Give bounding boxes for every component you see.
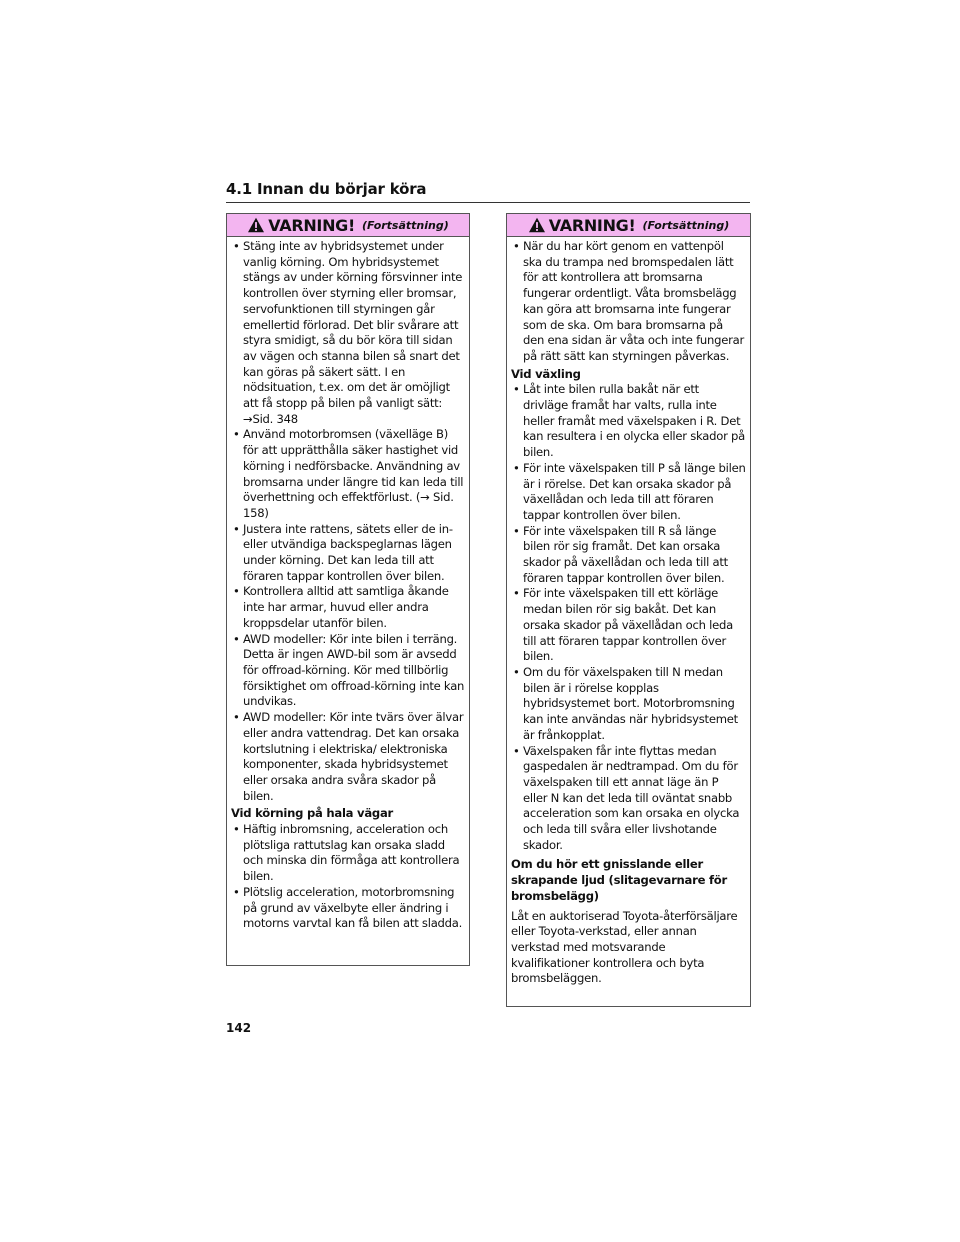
list-item: • AWD modeller: Kör inte bilen i terräng. Detta är ingen AWD-bil som är avsedd för offroad-körning. Kör med tillbörlig försiktighet om offroad-körning inte kan undvikas. (231, 632, 465, 711)
warning-triangle-icon (528, 217, 546, 233)
sub-heading: Om du hör ett gnisslande eller skrapande ljud (slitagevarnare för bromsbelägg) (511, 857, 727, 903)
continuation-label: (Fortsättning) (642, 218, 730, 232)
bullet-list (231, 239, 465, 804)
warning-body (227, 237, 469, 932)
bullet-list (511, 239, 746, 365)
list-item: • Använd motorbromsen (växelläge B) för att upprätthålla säker hastighet vid körning i nedförsbacke. Användning av bromsarna under längre tid kan leda till överhettning och effektförlust. (→ Sid. 158) (231, 427, 465, 521)
list-item: • För inte växelspaken till P så länge bilen är i rörelse. Det kan orsaka skador på växellådan och leda till att föraren tappar kontrollen över bilen. (511, 461, 746, 524)
list-item: • Justera inte rattens, sätets eller de in- eller utvändiga backspeglarnas lägen under körning. Det kan leda till att föraren tappar kontrollen över bilen. (231, 522, 465, 585)
warning-header (507, 214, 750, 237)
warning-label: VARNING! (548, 215, 636, 235)
list-item: • Låt inte bilen rulla bakåt när ett drivläge framåt har valts, rulla inte heller framåt med växelspaken i R. Det kan resultera i en olycka eller skador på bilen. (511, 382, 746, 461)
bullet-list (231, 822, 465, 932)
list-item: • När du har kört genom en vattenpöl ska du trampa ned bromspedalen lätt för att kontrollera att bromsarna fungerar ordentligt. Våta bromsbelägg kan göra att bromsarna inte fungerar som de ska. Om bara bromsarna på den ena sidan är våta och inte fungerar på rätt sätt kan styrningen påverkas. (511, 239, 746, 365)
warning-triangle-icon (247, 217, 265, 233)
sub-heading: Vid körning på hala vägar (231, 806, 394, 821)
list-item: • Häftig inbromsning, acceleration och plötsliga rattutslag kan orsaka sladd och minska din förmåga att kontrollera bilen. (231, 822, 465, 885)
list-item: • Kontrollera alltid att samtliga åkande inte har armar, huvud eller andra kroppsdelar utanför bilen. (231, 584, 465, 631)
warning-header (227, 214, 469, 237)
bullet-list (511, 382, 746, 853)
list-item: • För inte växelspaken till ett körläge medan bilen rör sig bakåt. Det kan orsaka skador på växellådan och leda till att föraren tappar kontrollen över bilen. (511, 586, 746, 665)
warning-label: VARNING! (268, 215, 355, 235)
continuation-label: (Fortsättning) (362, 218, 449, 232)
list-item: • Växelspaken får inte flyttas medan gaspedalen är nedtrampad. Om du för växelspaken till ett annat läge än P eller N kan det leda till oväntat snabb acceleration som kan orsaka en olycka och leda till svåra eller livshotande skador. (511, 744, 746, 854)
list-item: • AWD modeller: Kör inte tvärs över älvar eller andra vattendrag. Det kan orsaka kortslutning i elektriska/ elektroniska komponenter, skada hybridsystemet eller orsaka andra svåra skador på bilen. (231, 710, 465, 804)
warning-box-left (226, 213, 470, 966)
section-title: 4.1 Innan du börjar köra (226, 180, 750, 203)
list-item: • Om du för växelspaken till N medan bilen är i rörelse kopplas hybridsystemet bort. Motorbromsning kan inte användas när hybridsystemet är frånkopplat. (511, 665, 746, 744)
paragraph: Låt en auktoriserad Toyota-återförsäljare eller Toyota-verkstad, eller annan verkstad med motsvarande kvalifikationer kontrollera och byta bromsbeläggen. (511, 908, 738, 986)
list-item: • För inte växelspaken till R så länge bilen rör sig framåt. Det kan orsaka skador på växellådan och leda till att föraren tappar kontrollen över bilen. (511, 524, 746, 587)
warning-box-right (506, 213, 751, 1007)
page-number: 142 (226, 1021, 252, 1035)
sub-heading: Vid växling (511, 366, 581, 381)
warning-body (507, 237, 750, 987)
list-item: • Stäng inte av hybridsystemet under vanlig körning. Om hybridsystemet stängs av under körning försvinner inte kontrollen över styrning eller bromsar, servofunktionen till styrningen går emellertid förlorad. Det blir svårare att styra smidigt, så du bör köra till sidan av vägen och stanna bilen så snart det kan göras på säkert sätt. I en nödsituation, t.ex. om det är omöjligt att få stopp på bilen på vanligt sätt: →Sid. 348 (231, 239, 465, 427)
list-item: • Plötslig acceleration, motorbromsning på grund av växelbyte eller ändring i motorns varvtal kan få bilen att sladda. (231, 885, 465, 932)
